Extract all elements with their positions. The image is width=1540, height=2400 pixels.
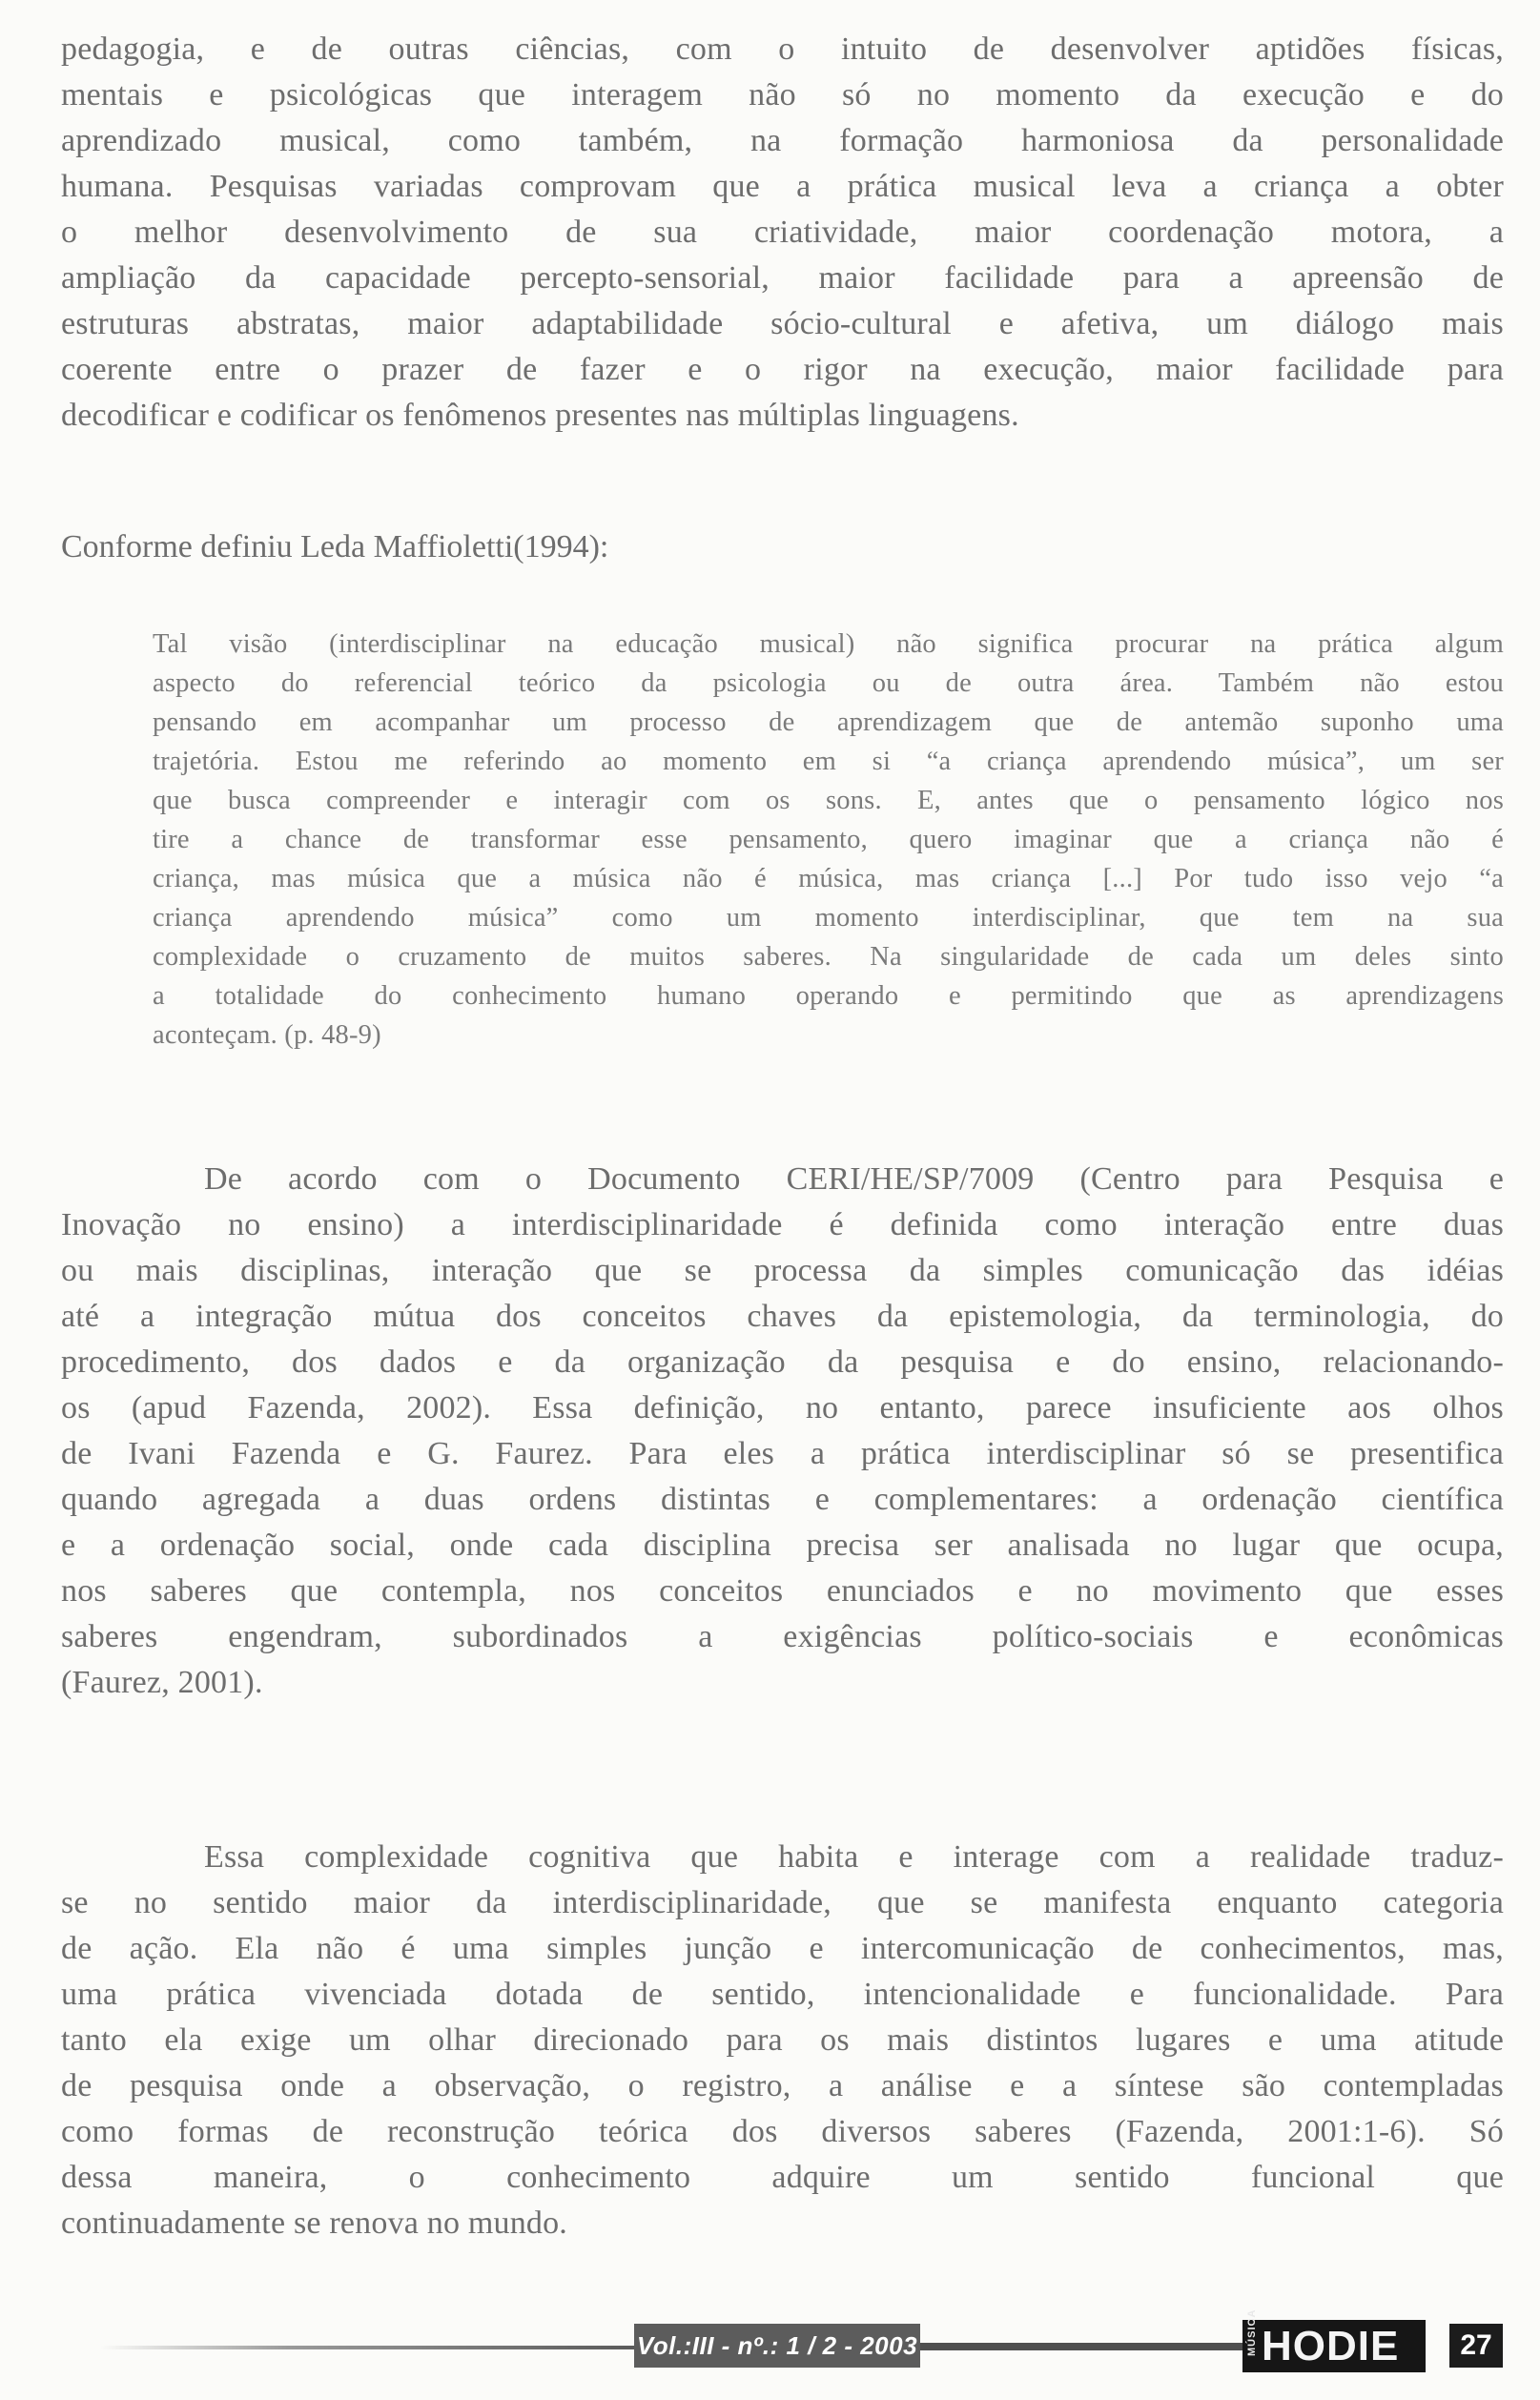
text-line: De acordo com o Documento CERI/HE/SP/7009 (Centro para Pesquisa e [204,1161,1504,1197]
text-line: uma prática vivenciada dotada de sentido, intencionalidade e funcionalidade. Para [61,1977,1504,2012]
volume-issue-label: Vol.:III - nº.: 1 / 2 - 2003 [636,2330,918,2360]
text-line: e a ordenação social, onde cada disciplina precisa ser analisada no lugar que ocupa, [61,1528,1504,1563]
text-line: complexidade o cruzamento de muitos saberes. Na singularidade de cada um deles sinto [153,942,1504,972]
text-line: mentais e psicológicas que interagem não só no momento da execução e do [61,77,1504,113]
text-line: de Ivani Fazenda e G. Faurez. Para eles a prática interdisciplinar só se presentifica [61,1436,1504,1471]
text-line: aconteçam. (p. 48-9) [153,1020,381,1050]
text-line: de pesquisa onde a observação, o registro, a análise e a síntese são contempladas [61,2068,1504,2103]
text-line: quando agregada a duas ordens distintas e complementares: a ordenação científica [61,1482,1504,1517]
text-line: decodificar e codificar os fenômenos presentes nas múltiplas linguagens. [61,398,1019,433]
text-line: ou mais disciplinas, interação que se processa da simples comunicação das idéias [61,1253,1504,1288]
text-line: criança aprendendo música” como um momento interdisciplinar, que tem na sua [153,903,1504,933]
body-paragraph-1 [61,27,1504,439]
text-line: continuadamente se renova no mundo. [61,2205,568,2241]
text-line: que busca compreender e interagir com os sons. E, antes que o pensamento lógico nos [153,786,1504,815]
text-line: estruturas abstratas, maior adaptabilidade sócio-cultural e afetiva, um diálogo mais [61,306,1504,341]
text-line: se no sentido maior da interdisciplinaridade, que se manifesta enquanto categoria [61,1885,1504,1920]
footer-rule-right [915,2343,1249,2350]
text-line: saberes engendram, subordinados a exigências político-sociais e econômicas [61,1619,1504,1654]
text-line: tanto ela exige um olhar direcionado para os mais distintos lugares e uma atitude [61,2022,1504,2058]
journal-logo-text: HODIE [1262,2323,1400,2369]
text-line: aprendizado musical, como também, na formação harmoniosa da personalidade [61,123,1504,158]
volume-issue-badge [634,2324,920,2368]
page-number: 27 [1460,2329,1492,2361]
text-line: (Faurez, 2001). [61,1665,263,1700]
text-line: criança, mas música que a música não é música, mas criança [...] Por tudo isso vejo “a [153,864,1504,893]
text-line: aspecto do referencial teórico da psicologia ou de outra área. Também não estou [153,668,1504,698]
text-line: trajetória. Estou me referindo ao momento em si “a criança aprendendo música”, um ser [153,747,1504,776]
page-number-badge [1449,2324,1503,2368]
text-line: a totalidade do conhecimento humano operando e permitindo que as aprendizagens [153,981,1504,1011]
text-line: como formas de reconstrução teórica dos diversos saberes (Fazenda, 2001:1-6). Só [61,2114,1504,2149]
journal-logo [1242,2308,1426,2372]
text-line: de ação. Ela não é uma simples junção e intercomunicação de conhecimentos, mas, [61,1931,1504,1966]
text-line: o melhor desenvolvimento de sua criatividade, maior coordenação motora, a [61,215,1504,250]
text-line: dessa maneira, o conhecimento adquire um sentido funcional que [61,2160,1504,2195]
body-paragraph-3 [61,1835,1504,2246]
text-line: pedagogia, e de outras ciências, com o intuito de desenvolver aptidões físicas, [61,31,1504,67]
text-line: procedimento, dos dados e da organização da pesquisa e do ensino, relacionando- [61,1344,1504,1380]
body-paragraph-2 [61,1157,1504,1706]
text-line: nos saberes que contempla, nos conceitos enunciados e no movimento que esses [61,1573,1504,1609]
text-line: Essa complexidade cognitiva que habita e interage com a realidade traduz- [204,1839,1504,1875]
text-line: os (apud Fazenda, 2002). Essa definição, no entanto, parece insuficiente aos olhos [61,1390,1504,1426]
text-line: pensando em acompanhar um processo de aprendizagem que de antemão suponho uma [153,708,1504,737]
text-line: coerente entre o prazer de fazer e o rigor na execução, maior facilidade para [61,352,1504,387]
text-line: tire a chance de transformar esse pensamento, quero imaginar que a criança não é [153,825,1504,854]
footer-rule-left [100,2346,637,2349]
text-line: ampliação da capacidade percepto-sensorial, maior facilidade para a apreensão de [61,260,1504,296]
text-line: Inovação no ensino) a interdisciplinaridade é definida como interação entre duas [61,1207,1504,1242]
text-line: humana. Pesquisas variadas comprovam que a prática musical leva a criança a obter [61,169,1504,204]
page-footer [0,2308,1540,2384]
text-line: Tal visão (interdisciplinar na educação musical) não significa procurar na prática algum [153,629,1504,659]
text-line: até a integração mútua dos conceitos chaves da epistemologia, da terminologia, do [61,1299,1504,1334]
journal-logo-vertical-text: MÚSICA [1246,2308,1258,2356]
citation-intro-line: Conforme definiu Leda Maffioletti(1994): [61,529,609,564]
block-quote [153,625,1504,1055]
